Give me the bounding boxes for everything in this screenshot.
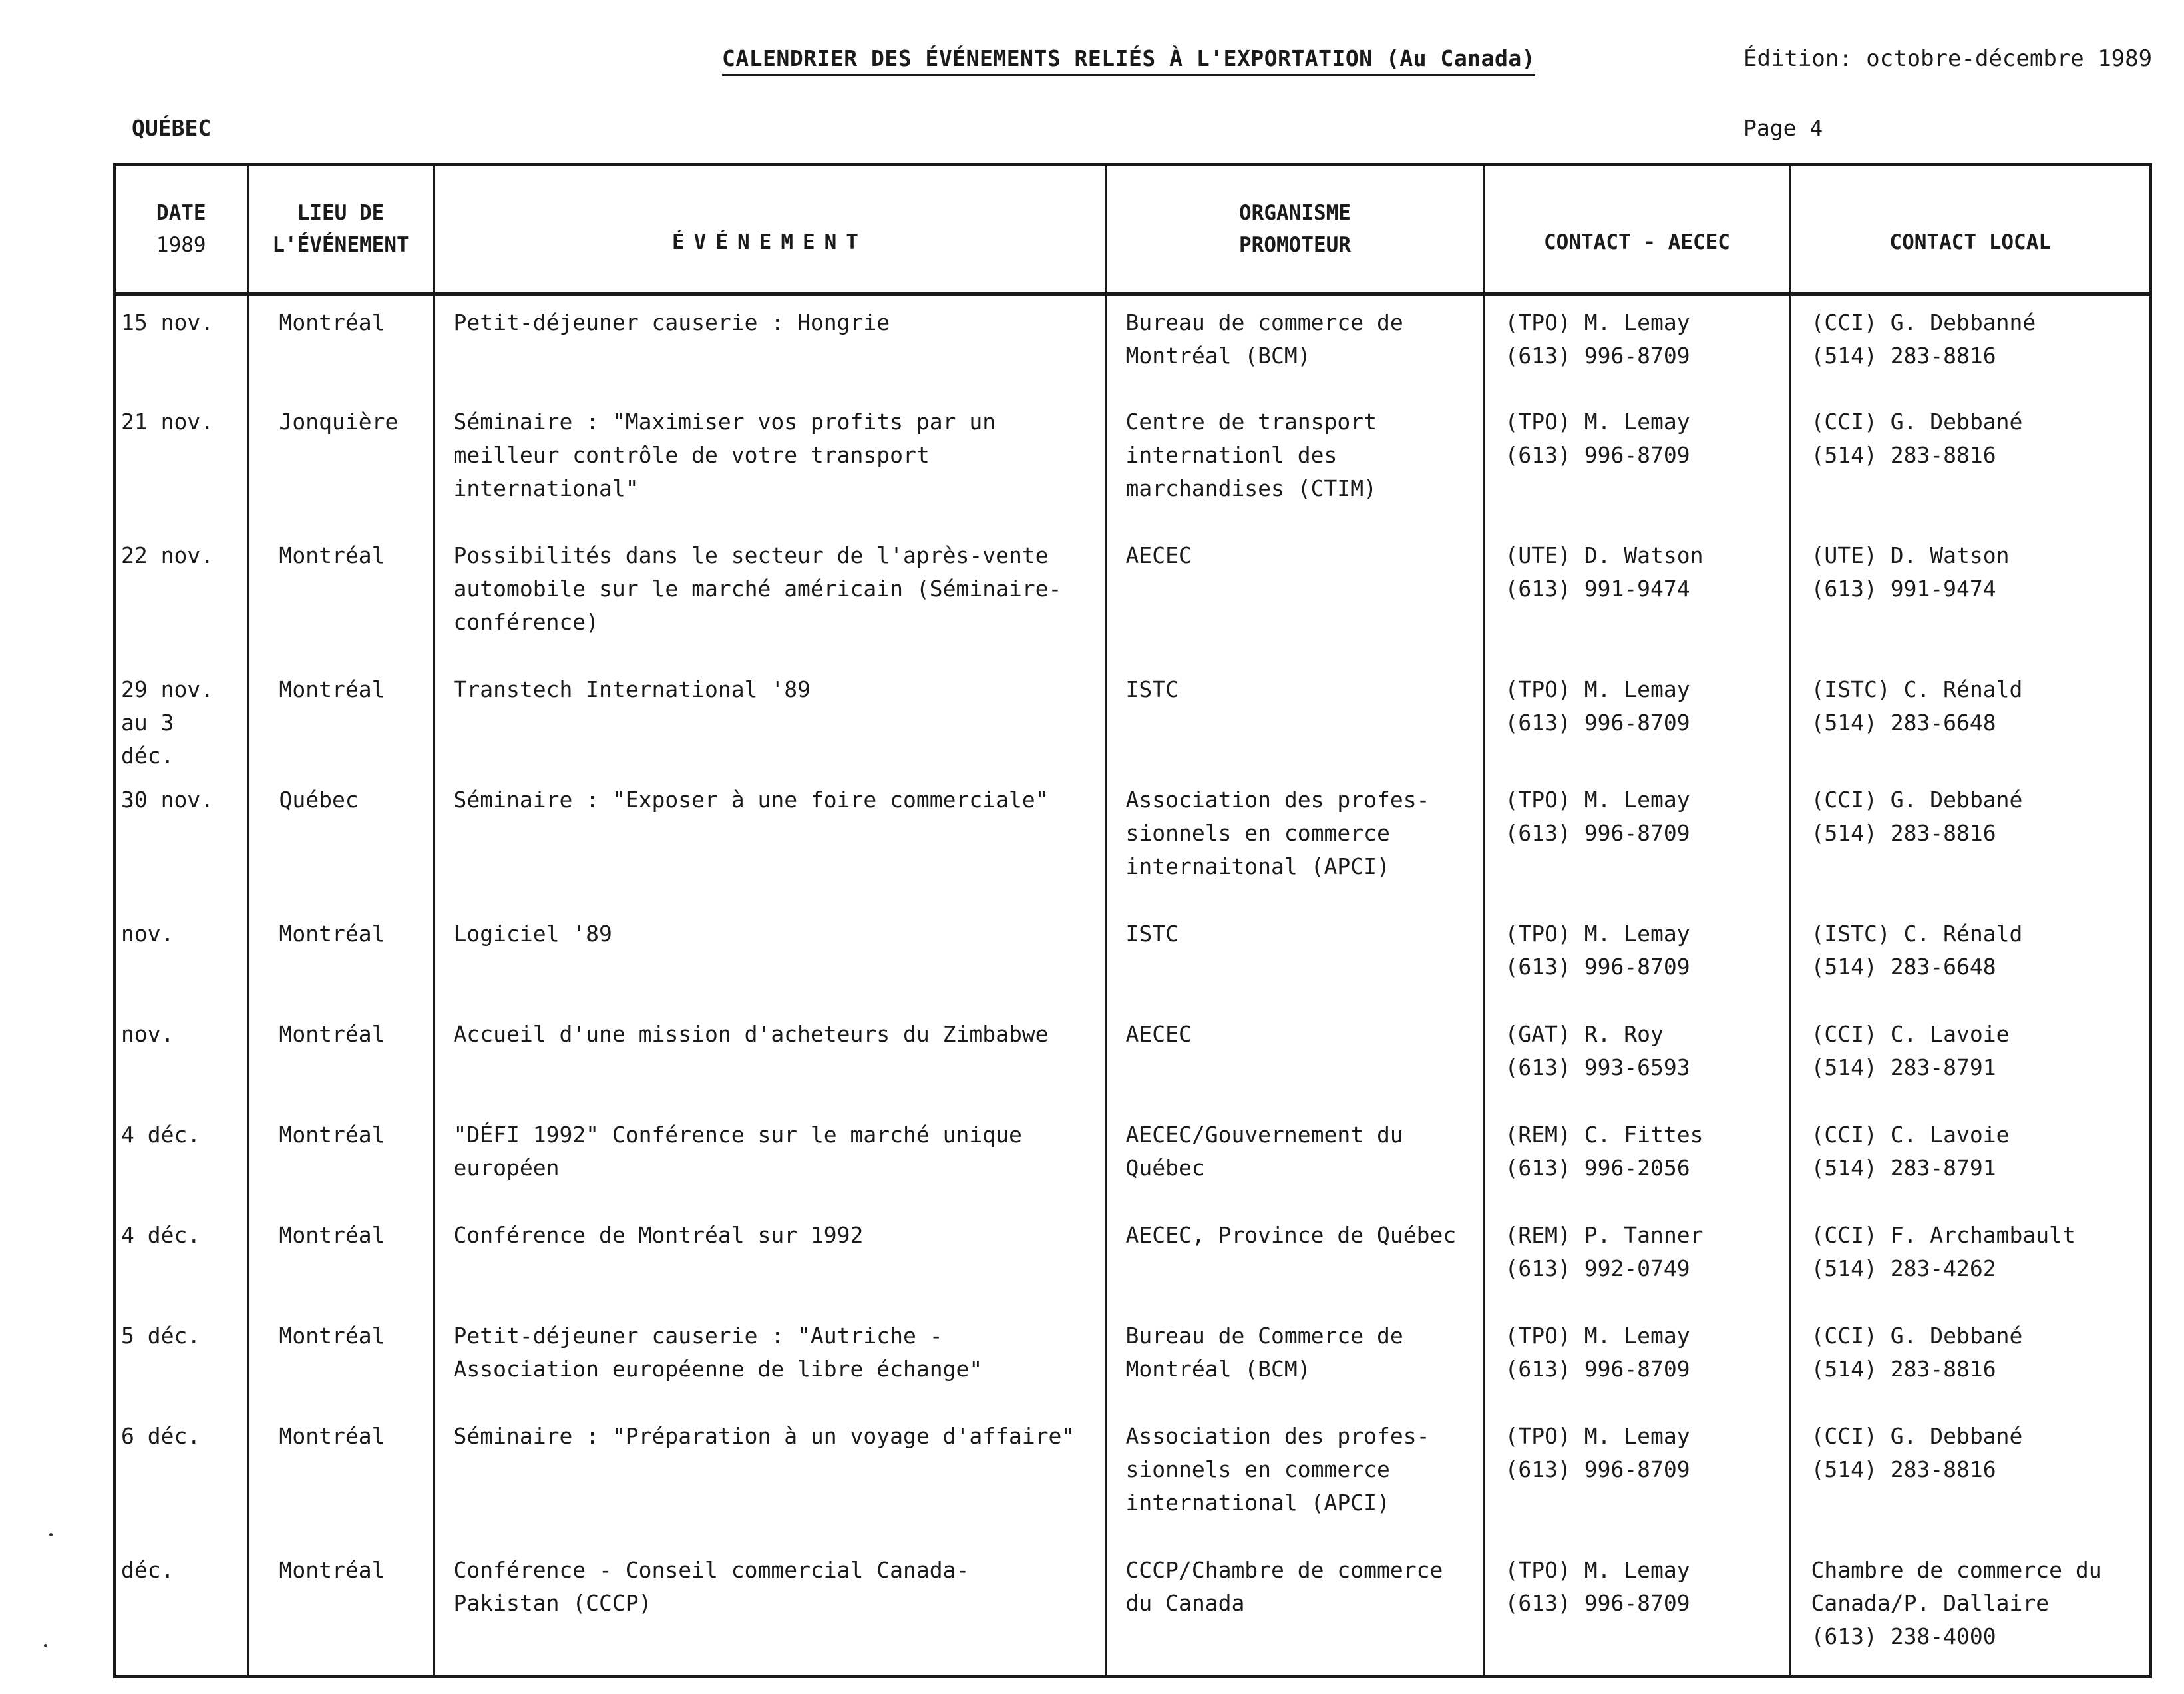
contact-local-cell: (ISTC) C. Rénald (514) 283-6648 — [1790, 662, 2151, 773]
date-cell: 15 nov. — [114, 294, 248, 395]
lieu-cell: Montréal — [248, 662, 434, 773]
contact-local-header-label: CONTACT LOCAL — [1889, 230, 2052, 254]
contact-local-cell: (CCI) G. Debbané (514) 283-8816 — [1790, 1309, 2151, 1409]
organisme-cell: ISTC — [1106, 662, 1484, 773]
lieu-cell: Montréal — [248, 294, 434, 395]
table-row — [114, 395, 2151, 529]
table-row — [114, 1543, 2151, 1677]
organisme-cell: AECEC — [1106, 529, 1484, 662]
organisme-cell: Bureau de commerce de Montréal (BCM) — [1106, 294, 1484, 395]
contact-local-cell: (CCI) G. Debbané (514) 283-8816 — [1790, 395, 2151, 529]
organisme-cell: Association des profes- sionnels en commerce international (APCI) — [1106, 1409, 1484, 1543]
date-header-label: DATE — [156, 201, 206, 225]
contact-local-cell: (CCI) F. Archambault (514) 283-4262 — [1790, 1208, 2151, 1309]
table-row — [114, 1108, 2151, 1208]
evenement-cell: Petit-déjeuner causerie : "Autriche - Association européenne de libre échange" — [434, 1309, 1106, 1409]
contact-aecec-cell: (TPO) M. Lemay (613) 996-8709 — [1484, 1309, 1790, 1409]
date-cell: 21 nov. — [114, 395, 248, 529]
lieu-cell: Montréal — [248, 1543, 434, 1677]
table-header — [114, 164, 2151, 294]
evenement-cell: Possibilités dans le secteur de l'après-vente automobile sur le marché américain (Séminaire- conférence) — [434, 529, 1106, 662]
contact-aecec-cell: (TPO) M. Lemay (613) 996-8709 — [1484, 395, 1790, 529]
contact-aecec-cell: (REM) P. Tanner (613) 992-0749 — [1484, 1208, 1790, 1309]
lieu-cell: Montréal — [248, 1007, 434, 1108]
table-row — [114, 773, 2151, 907]
column-header-evenement — [434, 164, 1106, 294]
table-row — [114, 907, 2151, 1007]
contact-aecec-cell: (REM) C. Fittes (613) 996-2056 — [1484, 1108, 1790, 1208]
contact-local-cell: (CCI) C. Lavoie (514) 283-8791 — [1790, 1108, 2151, 1208]
evenement-header-label: ÉVÉNEMENT — [672, 230, 868, 254]
contact-aecec-cell: (TPO) M. Lemay (613) 996-8709 — [1484, 773, 1790, 907]
date-header-year: 1989 — [156, 233, 206, 257]
date-cell: nov. — [114, 907, 248, 1007]
header-row — [114, 164, 2151, 294]
column-header-lieu — [248, 164, 434, 294]
contact-aecec-cell: (TPO) M. Lemay (613) 996-8709 — [1484, 662, 1790, 773]
table-row — [114, 529, 2151, 662]
contact-local-cell: (CCI) G. Debbané (514) 283-8816 — [1790, 773, 2151, 907]
contact-local-cell: (UTE) D. Watson (613) 991-9474 — [1790, 529, 2151, 662]
table-row — [114, 1409, 2151, 1543]
lieu-cell: Montréal — [248, 1208, 434, 1309]
column-header-contact-local — [1790, 164, 2151, 294]
contact-aecec-header-label: CONTACT - AECEC — [1544, 230, 1730, 254]
lieu-cell: Montréal — [248, 1409, 434, 1543]
contact-aecec-cell: (TPO) M. Lemay (613) 996-8709 — [1484, 1543, 1790, 1677]
lieu-header-line1: LIEU DE — [297, 201, 385, 225]
lieu-cell: Montréal — [248, 529, 434, 662]
date-cell: 29 nov. au 3 déc. — [114, 662, 248, 773]
evenement-cell: Conférence de Montréal sur 1992 — [434, 1208, 1106, 1309]
evenement-cell: Accueil d'une mission d'acheteurs du Zimbabwe — [434, 1007, 1106, 1108]
organisme-cell: AECEC — [1106, 1007, 1484, 1108]
contact-local-cell: (ISTC) C. Rénald (514) 283-6648 — [1790, 907, 2151, 1007]
organisme-header-line1: ORGANISME — [1239, 201, 1351, 225]
date-cell: 30 nov. — [114, 773, 248, 907]
lieu-cell: Québec — [248, 773, 434, 907]
scan-speck — [44, 1644, 47, 1647]
edition-label: Édition: octobre-décembre 1989 — [1743, 45, 2153, 72]
lieu-cell: Montréal — [248, 1309, 434, 1409]
organisme-header-line2: PROMOTEUR — [1239, 233, 1351, 257]
organisme-cell: Association des profes- sionnels en commerce internaitonal (APCI) — [1106, 773, 1484, 907]
organisme-cell: Bureau de Commerce de Montréal (BCM) — [1106, 1309, 1484, 1409]
evenement-cell: "DÉFI 1992" Conférence sur le marché unique européen — [434, 1108, 1106, 1208]
evenement-cell: Séminaire : "Exposer à une foire commerciale" — [434, 773, 1106, 907]
scan-speck — [49, 1533, 53, 1536]
evenement-cell: Conférence - Conseil commercial Canada- Pakistan (CCCP) — [434, 1543, 1106, 1677]
contact-local-cell: (CCI) C. Lavoie (514) 283-8791 — [1790, 1007, 2151, 1108]
date-cell: 5 déc. — [114, 1309, 248, 1409]
date-cell: déc. — [114, 1543, 248, 1677]
lieu-cell: Montréal — [248, 907, 434, 1007]
contact-local-cell: Chambre de commerce du Canada/P. Dallaire (613) 238-4000 — [1790, 1543, 2151, 1677]
contact-aecec-cell: (GAT) R. Roy (613) 993-6593 — [1484, 1007, 1790, 1108]
evenement-cell: Séminaire : "Préparation à un voyage d'affaire" — [434, 1409, 1106, 1543]
table-row — [114, 1007, 2151, 1108]
page-number: Page 4 — [1743, 115, 1823, 141]
contact-aecec-cell: (TPO) M. Lemay (613) 996-8709 — [1484, 1409, 1790, 1543]
column-header-organisme — [1106, 164, 1484, 294]
organisme-cell: ISTC — [1106, 907, 1484, 1007]
date-cell: 4 déc. — [114, 1108, 248, 1208]
date-cell: 6 déc. — [114, 1409, 248, 1543]
table-row — [114, 1309, 2151, 1409]
organisme-cell: AECEC/Gouvernement du Québec — [1106, 1108, 1484, 1208]
date-cell: 4 déc. — [114, 1208, 248, 1309]
table-row — [114, 662, 2151, 773]
date-cell: 22 nov. — [114, 529, 248, 662]
contact-aecec-cell: (TPO) M. Lemay (613) 996-8709 — [1484, 907, 1790, 1007]
column-header-contact-aecec — [1484, 164, 1790, 294]
table-row — [114, 294, 2151, 395]
document-title: CALENDRIER DES ÉVÉNEMENTS RELIÉS À L'EXPORTATION (Au Canada) — [722, 45, 1535, 76]
lieu-cell: Montréal — [248, 1108, 434, 1208]
contact-local-cell: (CCI) G. Debbanné (514) 283-8816 — [1790, 294, 2151, 395]
lieu-header-line2: L'ÉVÉNEMENT — [272, 233, 409, 257]
contact-aecec-cell: (UTE) D. Watson (613) 991-9474 — [1484, 529, 1790, 662]
evenement-cell: Séminaire : "Maximiser vos profits par un meilleur contrôle de votre transport international" — [434, 395, 1106, 529]
date-cell: nov. — [114, 1007, 248, 1108]
lieu-cell: Jonquière — [248, 395, 434, 529]
organisme-cell: CCCP/Chambre de commerce du Canada — [1106, 1543, 1484, 1677]
region-heading: QUÉBEC — [132, 115, 212, 141]
organisme-cell: Centre de transport internationl des marchandises (CTIM) — [1106, 395, 1484, 529]
table-row — [114, 1208, 2151, 1309]
contact-aecec-cell: (TPO) M. Lemay (613) 996-8709 — [1484, 294, 1790, 395]
evenement-cell: Petit-déjeuner causerie : Hongrie — [434, 294, 1106, 395]
events-table — [113, 163, 2152, 1678]
column-header-date — [114, 164, 248, 294]
contact-local-cell: (CCI) G. Debbané (514) 283-8816 — [1790, 1409, 2151, 1543]
organisme-cell: AECEC, Province de Québec — [1106, 1208, 1484, 1309]
evenement-cell: Transtech International '89 — [434, 662, 1106, 773]
table-body — [114, 294, 2151, 1677]
evenement-cell: Logiciel '89 — [434, 907, 1106, 1007]
